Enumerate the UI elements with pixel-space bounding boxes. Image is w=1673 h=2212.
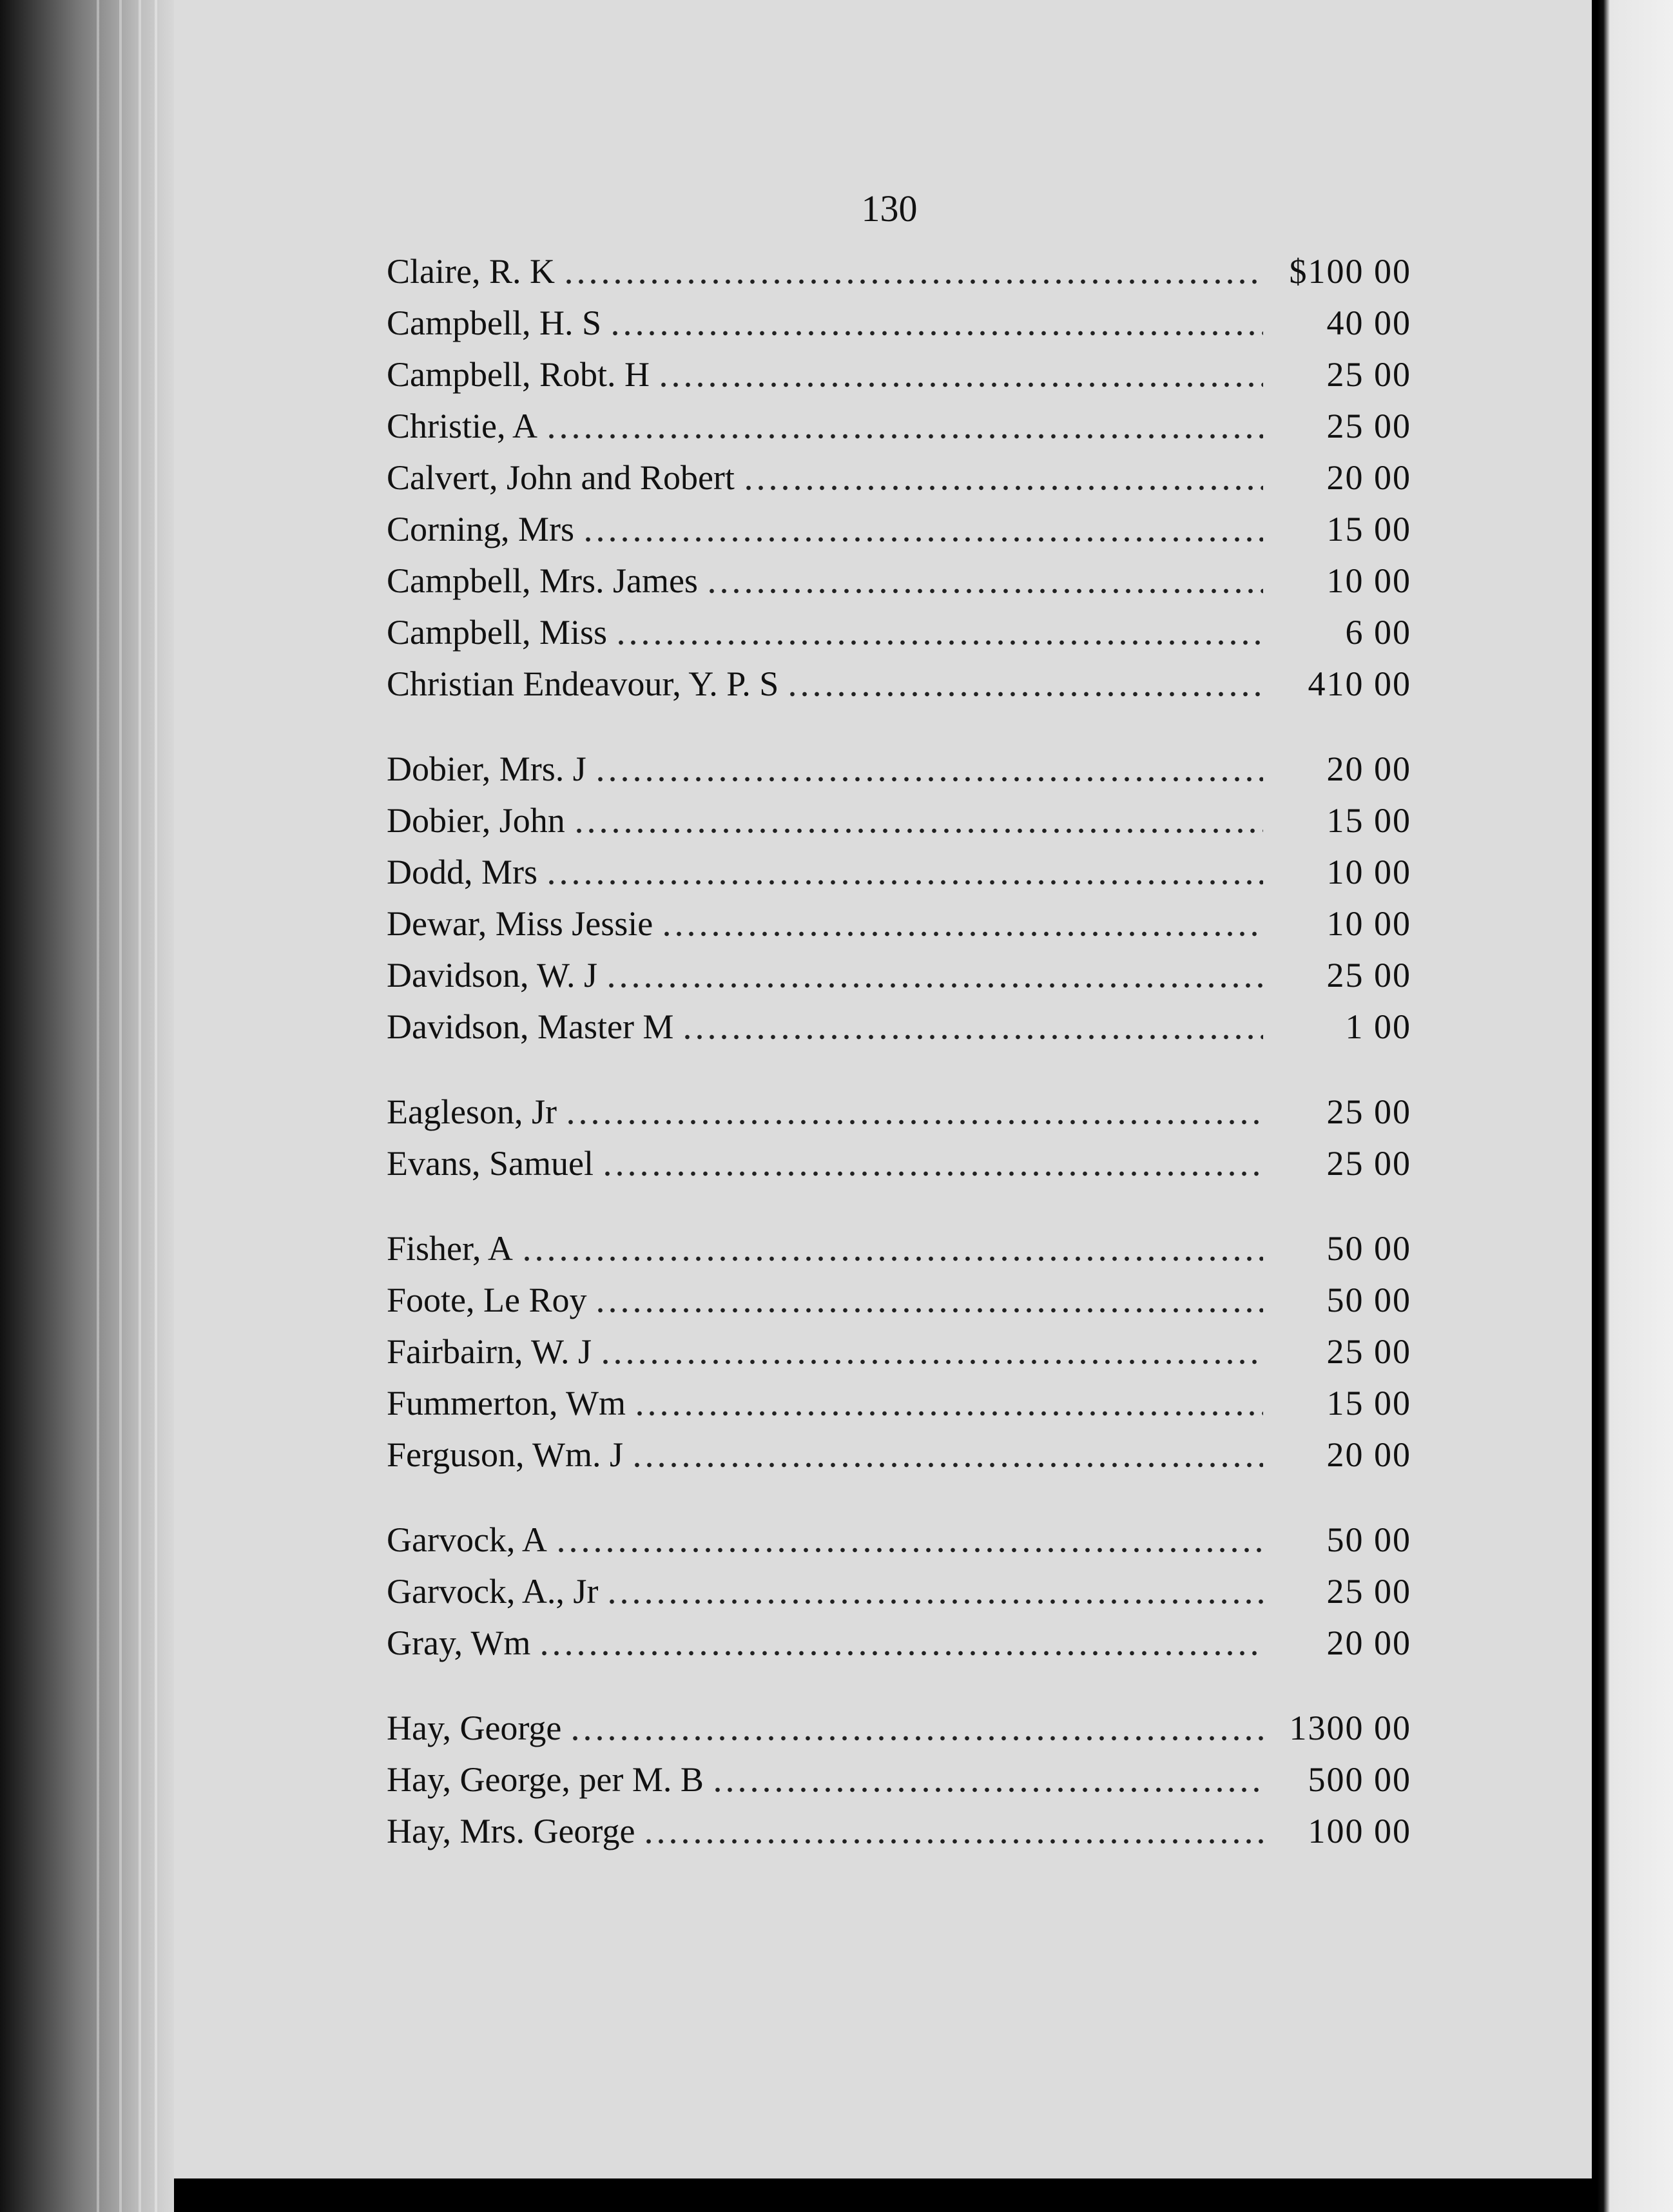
page-edge-line [155, 0, 157, 2212]
subscriber-name: Fummerton, Wm [387, 1384, 626, 1422]
list-item [387, 1332, 1411, 1383]
subscription-amount: 100 00 [1308, 1812, 1411, 1850]
subscriber-name: Dodd, Mrs [387, 853, 538, 891]
subscriber-name: Dobier, John [387, 801, 565, 840]
subscriber-name: Eagleson, Jr [387, 1092, 557, 1131]
dot-leader [633, 1410, 1263, 1417]
subscription-amount: 20 00 [1326, 1435, 1411, 1474]
subscription-amount: 25 00 [1326, 1144, 1411, 1183]
subscription-amount: 25 00 [1326, 956, 1411, 994]
subscription-amount: 50 00 [1326, 1229, 1411, 1268]
list-item [387, 1708, 1411, 1760]
subscriber-name: Christian Endeavour, Y. P. S [387, 665, 779, 703]
subscription-amount: 20 00 [1326, 458, 1411, 497]
subscription-amount: 1 00 [1345, 1007, 1411, 1046]
subscription-amount: 40 00 [1326, 304, 1411, 342]
subscriber-name: Evans, Samuel [387, 1144, 594, 1183]
subscription-amount: 410 00 [1308, 665, 1411, 703]
list-item [387, 509, 1411, 561]
subscription-amount: 25 00 [1326, 1572, 1411, 1611]
subscription-amount: 50 00 [1326, 1281, 1411, 1319]
dot-leader [563, 278, 1263, 285]
subscriber-name: Christie, A [387, 407, 538, 445]
dot-leader [615, 639, 1263, 646]
dot-leader [555, 1547, 1263, 1553]
list-item [387, 1623, 1411, 1674]
subscription-amount: 15 00 [1326, 510, 1411, 548]
subscription-amount: 25 00 [1326, 407, 1411, 445]
subscriber-name: Dewar, Miss Jessie [387, 904, 653, 943]
page-edge-line [97, 0, 99, 2212]
list-item [387, 251, 1411, 303]
list-item [387, 904, 1411, 955]
list-item [387, 1811, 1411, 1863]
dot-leader [631, 1462, 1263, 1468]
dot-leader [582, 536, 1263, 543]
dot-leader [681, 1034, 1263, 1040]
dot-leader [605, 982, 1263, 989]
subscription-amount: 6 00 [1345, 613, 1411, 652]
dot-leader [643, 1838, 1263, 1845]
subscription-amount: 25 00 [1326, 1332, 1411, 1371]
subscriber-name: Fisher, A [387, 1229, 513, 1268]
list-item [387, 1383, 1411, 1435]
dot-leader [606, 1598, 1263, 1605]
subscriber-name: Campbell, Robt. H [387, 355, 650, 394]
dot-leader [609, 330, 1263, 336]
list-item [387, 1435, 1411, 1486]
dot-leader [573, 828, 1263, 834]
list-item [387, 955, 1411, 1007]
list-item [387, 1143, 1411, 1195]
subscriber-name: Calvert, John and Robert [387, 458, 735, 497]
list-item [387, 458, 1411, 509]
subscription-amount: 50 00 [1326, 1520, 1411, 1559]
dot-leader [545, 433, 1263, 440]
list-item [387, 664, 1411, 715]
list-item [387, 612, 1411, 664]
facing-page-edge [1597, 0, 1673, 2212]
subscription-amount: 20 00 [1326, 750, 1411, 788]
subscription-amount: 25 00 [1326, 355, 1411, 394]
subscriber-name: Ferguson, Wm. J [387, 1435, 624, 1474]
list-item [387, 1228, 1411, 1280]
subscription-amount: 20 00 [1326, 1624, 1411, 1662]
dot-leader [599, 1359, 1263, 1365]
list-item [387, 406, 1411, 458]
list-item [387, 1280, 1411, 1332]
list-item [387, 303, 1411, 354]
list-item [387, 800, 1411, 852]
list-item [387, 1571, 1411, 1623]
subscription-amount: 25 00 [1326, 1092, 1411, 1131]
dot-leader [521, 1256, 1263, 1262]
dot-leader [538, 1650, 1263, 1656]
dot-leader [711, 1787, 1263, 1793]
dot-leader [786, 691, 1263, 697]
subscriber-name: Foote, Le Roy [387, 1281, 587, 1319]
book-page-edges [0, 0, 174, 2212]
subscription-amount: 1300 00 [1289, 1709, 1411, 1747]
subscription-amount: $100 00 [1289, 252, 1411, 291]
dot-leader [657, 382, 1263, 388]
subscriber-name: Garvock, A [387, 1520, 547, 1559]
dot-leader [545, 879, 1263, 886]
dot-leader [569, 1735, 1263, 1741]
page-number: 130 [861, 188, 918, 229]
list-item [387, 1007, 1411, 1058]
subscriber-name: Hay, George [387, 1709, 562, 1747]
subscriber-name: Gray, Wm [387, 1624, 531, 1662]
dot-leader [742, 485, 1263, 491]
dot-leader [594, 1307, 1263, 1314]
dot-leader [661, 931, 1263, 937]
subscription-amount: 15 00 [1326, 801, 1411, 840]
subscriber-name: Campbell, H. S [387, 304, 601, 342]
subscription-amount: 10 00 [1326, 561, 1411, 600]
page-edge-line [139, 0, 141, 2212]
list-item [387, 1092, 1411, 1143]
subscriber-name: Corning, Mrs [387, 510, 575, 548]
subscription-amount: 10 00 [1326, 904, 1411, 943]
list-item [387, 852, 1411, 904]
subscriber-name: Hay, George, per M. B [387, 1760, 704, 1799]
subscriber-name: Dobier, Mrs. J [387, 750, 586, 788]
subscriber-name: Claire, R. K [387, 252, 555, 291]
list-item [387, 561, 1411, 612]
dot-leader [594, 776, 1263, 782]
subscriber-name: Campbell, Mrs. James [387, 561, 698, 600]
subscription-amount: 500 00 [1308, 1760, 1411, 1799]
subscriber-name: Hay, Mrs. George [387, 1812, 635, 1850]
dot-leader [565, 1119, 1263, 1125]
subscriber-name: Campbell, Miss [387, 613, 608, 652]
list-item [387, 1760, 1411, 1811]
list-item [387, 749, 1411, 800]
subscriber-name: Garvock, A., Jr [387, 1572, 599, 1611]
subscriber-name: Davidson, W. J [387, 956, 598, 994]
list-item [387, 1520, 1411, 1571]
list-item [387, 354, 1411, 406]
subscriber-name: Fairbairn, W. J [387, 1332, 592, 1371]
subscription-list [387, 251, 1411, 1863]
page-edge-line [119, 0, 122, 2212]
subscriber-name: Davidson, Master M [387, 1007, 674, 1046]
subscription-amount: 15 00 [1326, 1384, 1411, 1422]
dot-leader [601, 1170, 1263, 1177]
subscription-amount: 10 00 [1326, 853, 1411, 891]
dot-leader [706, 588, 1263, 594]
